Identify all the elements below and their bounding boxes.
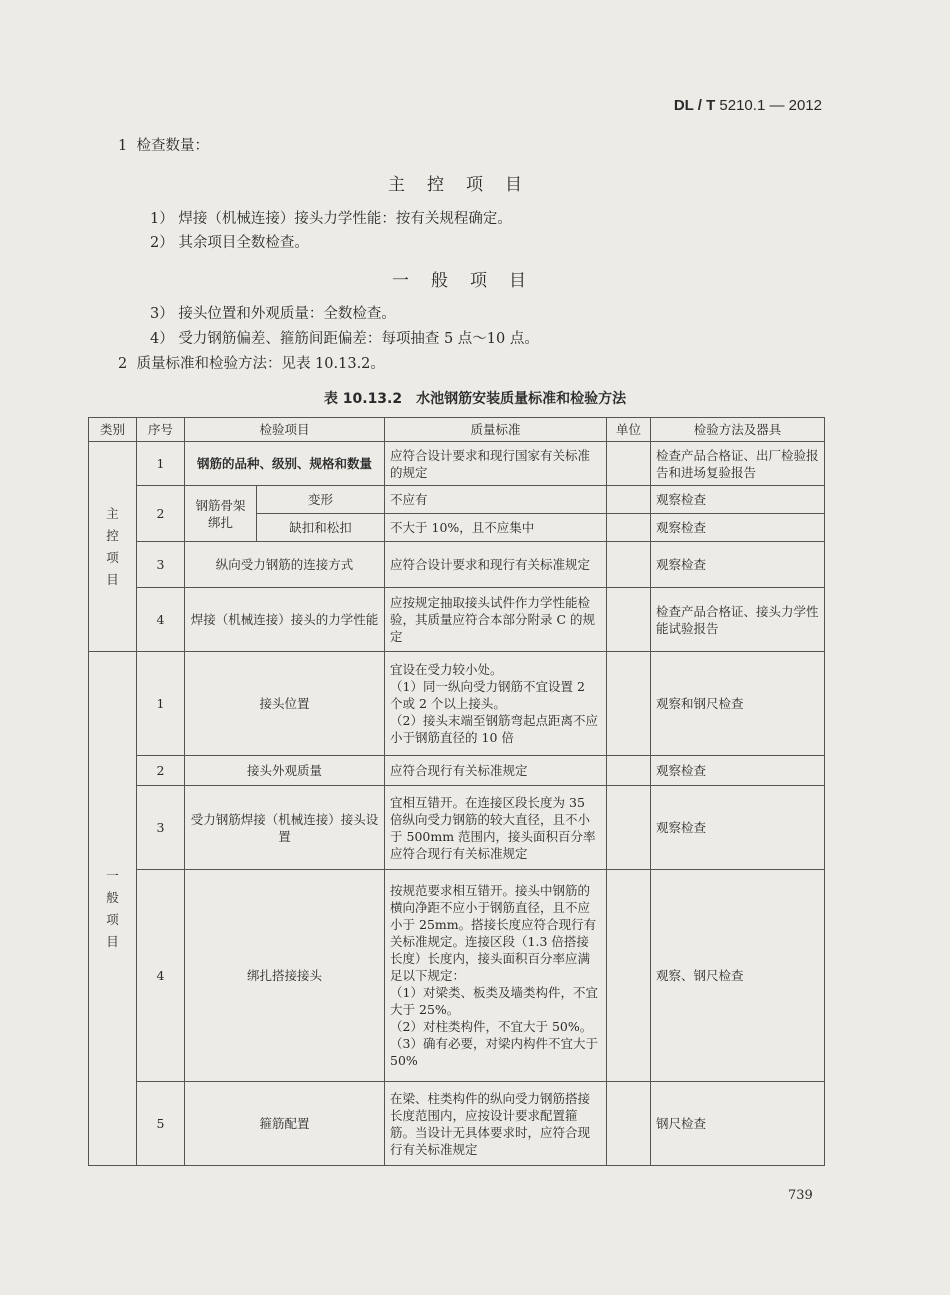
row-standard	[385, 652, 607, 756]
row-standard: 应符合设计要求和现行有关标准规定	[385, 542, 607, 588]
row-unit	[607, 588, 651, 652]
row-unit	[607, 514, 651, 542]
heading-main-items: 主控项目	[388, 175, 544, 195]
row-no: 2	[137, 486, 185, 542]
row-method: 观察检查	[651, 486, 825, 514]
quality-standard-table	[88, 417, 825, 1166]
row-item: 接头位置	[185, 652, 385, 756]
row-standard-text: 按规范要求相互错开。接头中钢筋的横向净距不应小于钢筋直径，且不应小于 25mm。搭接长度应符合现行有关标准规定。连接区段（1.3 倍搭接长度）长度内，接头面积百分率应满足以下规定： （1）对梁类、板类及墙类构件，不宜大于 25%。 （2）对柱类构件，不宜大于 50%。 （3）确有必要，对梁内构件不宜大于 50%	[390, 883, 598, 1068]
table-header-row	[89, 418, 825, 442]
row-item: 受力钢筋焊接（机械连接）接头设置	[185, 786, 385, 870]
row-item: 缺扣和松扣	[257, 514, 385, 542]
row-no: 4	[137, 588, 185, 652]
row-method: 检查产品合格证、接头力学性能试验报告	[651, 588, 825, 652]
table-row	[89, 588, 825, 652]
row-standard: 宜相互错开。在连接区段长度为 35 倍纵向受力钢筋的较大直径，且不小于 500mm 范围内，接头面积百分率应符合现行有关标准规定	[385, 786, 607, 870]
page-number: 739	[788, 1188, 813, 1203]
category-general-label: 一 般 项 目	[106, 867, 119, 949]
table-row	[89, 442, 825, 486]
row-method: 观察检查	[651, 542, 825, 588]
row-no: 4	[137, 870, 185, 1082]
row-standard: 应按规定抽取接头试件作力学性能检验，其质量应符合本部分附录 C 的规定	[385, 588, 607, 652]
row-standard: 不大于 10%，且不应集中	[385, 514, 607, 542]
row-item: 绑扎搭接接头	[185, 870, 385, 1082]
table-row	[89, 786, 825, 870]
category-general	[89, 652, 137, 1166]
table-row	[89, 870, 825, 1082]
col-header-method: 检验方法及器具	[651, 418, 825, 442]
clause-1-2: 2） 其余项目全数检查。	[150, 235, 309, 251]
row-standard: 应符合设计要求和现行国家有关标准的规定	[385, 442, 607, 486]
row-unit	[607, 542, 651, 588]
row-standard	[385, 870, 607, 1082]
table-row	[89, 486, 825, 514]
table-row	[89, 1082, 825, 1166]
row-item: 变形	[257, 486, 385, 514]
row-method: 观察检查	[651, 756, 825, 786]
clause-2: 2 质量标准和检验方法：见表 10.13.2。	[118, 356, 385, 372]
row-method: 观察、钢尺检查	[651, 870, 825, 1082]
row-standard: 在梁、柱类构件的纵向受力钢筋搭接长度范围内，应按设计要求配置箍筋。当设计无具体要求时，应符合现行有关标准规定	[385, 1082, 607, 1166]
row-item: 箍筋配置	[185, 1082, 385, 1166]
col-header-standard: 质量标准	[385, 418, 607, 442]
row-no: 3	[137, 786, 185, 870]
row-no: 1	[137, 442, 185, 486]
category-main	[89, 442, 137, 652]
row-unit	[607, 442, 651, 486]
col-header-unit: 单位	[607, 418, 651, 442]
row-method: 钢尺检查	[651, 1082, 825, 1166]
category-main-label: 主 控 项 目	[106, 505, 119, 587]
row-no: 5	[137, 1082, 185, 1166]
row-unit	[607, 652, 651, 756]
row-standard: 应符合现行有关标准规定	[385, 756, 607, 786]
clause-1-4: 4） 受力钢筋偏差、箍筋间距偏差：每项抽查 5 点～10 点。	[150, 331, 539, 347]
row-item: 焊接（机械连接）接头的力学性能	[185, 588, 385, 652]
col-header-category: 类别	[89, 418, 137, 442]
row-item: 接头外观质量	[185, 756, 385, 786]
row-unit	[607, 486, 651, 514]
row-method: 观察检查	[651, 514, 825, 542]
heading-general-items: 一般项目	[392, 271, 548, 291]
row-method: 观察和钢尺检查	[651, 652, 825, 756]
row-item: 纵向受力钢筋的连接方式	[185, 542, 385, 588]
table-row	[89, 542, 825, 588]
row-unit	[607, 870, 651, 1082]
row-method: 检查产品合格证、出厂检验报告和进场复验报告	[651, 442, 825, 486]
clause-1: 1 检查数量：	[118, 138, 209, 154]
row-item: 钢筋的品种、级别、规格和数量	[185, 442, 385, 486]
standard-number: DL / T 5210.1 — 2012	[673, 97, 822, 114]
clause-1-1: 1） 焊接（机械连接）接头力学性能：按有关规程确定。	[150, 211, 512, 227]
row-no: 2	[137, 756, 185, 786]
col-header-no: 序号	[137, 418, 185, 442]
table-caption: 表 10.13.2 水池钢筋安装质量标准和检验方法	[323, 391, 627, 407]
row-unit	[607, 756, 651, 786]
row-method: 观察检查	[651, 786, 825, 870]
clause-1-3: 3） 接头位置和外观质量：全数检查。	[150, 306, 396, 322]
col-header-item: 检验项目	[185, 418, 385, 442]
row-group: 钢筋骨架绑扎	[185, 486, 257, 542]
row-no: 3	[137, 542, 185, 588]
row-unit	[607, 1082, 651, 1166]
row-unit	[607, 786, 651, 870]
row-standard: 不应有	[385, 486, 607, 514]
table-row	[89, 652, 825, 756]
table-row	[89, 756, 825, 786]
row-standard-text: 宜设在受力较小处。 （1）同一纵向受力钢筋不宜设置 2 个或 2 个以上接头。 （2）接头末端至钢筋弯起点距离不应小于钢筋直径的 10 倍	[390, 662, 598, 745]
row-no: 1	[137, 652, 185, 756]
